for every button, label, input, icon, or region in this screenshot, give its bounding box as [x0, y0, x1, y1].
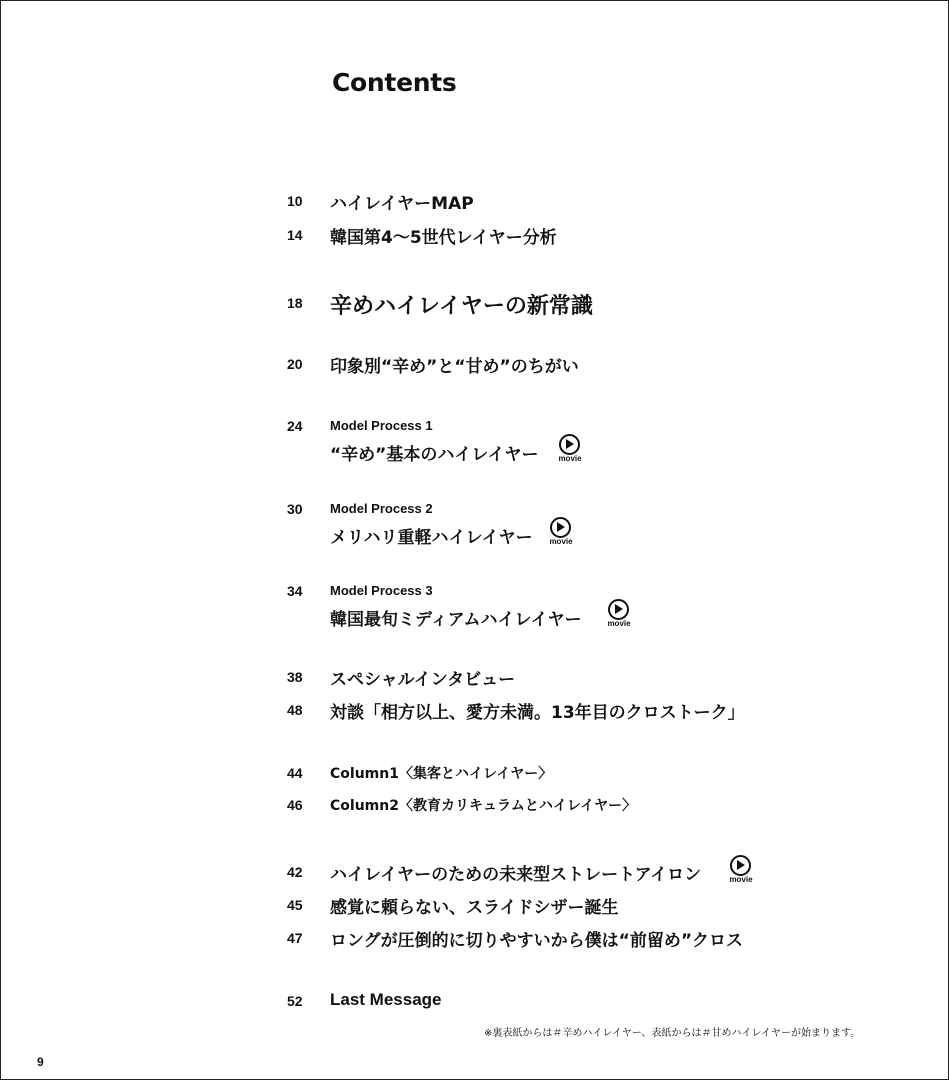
toc-page-number: 38: [287, 669, 303, 685]
movie-label: movie: [607, 619, 631, 628]
toc-subtitle: Model Process 2: [330, 501, 433, 516]
toc-page-number: 14: [287, 227, 303, 243]
toc-title: 韓国最旬ミディアムハイレイヤー: [330, 610, 582, 630]
page-folio: 9: [37, 1055, 44, 1069]
toc-subtitle: Model Process 1: [330, 418, 433, 433]
toc-title: 韓国第4〜5世代レイヤー分析: [330, 228, 557, 248]
movie-label: movie: [729, 875, 753, 884]
toc-title: 印象別“辛め”と“甘め”のちがい: [330, 357, 579, 377]
play-triangle-icon: [557, 522, 565, 532]
toc-title: 対談「相方以上、愛方未満。13年目のクロストーク」: [330, 703, 745, 723]
toc-page-number: 52: [287, 993, 303, 1009]
play-triangle-icon: [737, 860, 745, 870]
toc-page-number: 10: [287, 193, 303, 209]
movie-play-icon[interactable]: [726, 855, 756, 889]
movie-play-icon[interactable]: [555, 434, 585, 468]
toc-title: ロングが圧倒的に切りやすいから僕は“前留め”クロス: [330, 931, 744, 951]
toc-title: ハイレイヤーMAP: [330, 194, 474, 214]
footnote: ※裏表紙からは＃辛めハイレイヤー、表紙からは＃甘めハイレイヤーが始まります。: [484, 1028, 861, 1039]
movie-play-icon[interactable]: [604, 599, 634, 633]
toc-page-number: 44: [287, 765, 303, 781]
play-triangle-icon: [566, 439, 574, 449]
toc-page-number: 30: [287, 501, 303, 517]
movie-label: movie: [558, 454, 582, 463]
toc-page-number: 20: [287, 356, 303, 372]
play-triangle-icon: [615, 604, 623, 614]
toc-title: “辛め”基本のハイレイヤー: [330, 445, 539, 465]
toc-title-column: Column2〈教育カリキュラムとハイレイヤー〉: [330, 798, 637, 814]
toc-title-feature: 辛めハイレイヤーの新常識: [330, 294, 593, 319]
toc-page-number: 42: [287, 864, 303, 880]
toc-page-number: 24: [287, 418, 303, 434]
toc-title: Last Message: [330, 990, 442, 1009]
toc-page-number: 18: [287, 295, 303, 311]
toc-title: ハイレイヤーのための未来型ストレートアイロン: [330, 865, 702, 885]
toc-title-column: Column1〈集客とハイレイヤー〉: [330, 766, 553, 782]
toc-page-number: 47: [287, 930, 303, 946]
toc-page-number: 48: [287, 702, 303, 718]
page-title: Contents: [332, 68, 457, 97]
toc-subtitle: Model Process 3: [330, 583, 433, 598]
toc-page-number: 34: [287, 583, 303, 599]
movie-label: movie: [549, 537, 573, 546]
toc-page-number: 46: [287, 797, 303, 813]
movie-play-icon[interactable]: [546, 517, 576, 551]
toc-title: メリハリ重軽ハイレイヤー: [330, 528, 533, 548]
toc-title: 感覚に頼らない、スライドシザー誕生: [330, 898, 619, 918]
toc-title: スペシャルインタビュー: [330, 670, 516, 690]
toc-page-number: 45: [287, 897, 303, 913]
